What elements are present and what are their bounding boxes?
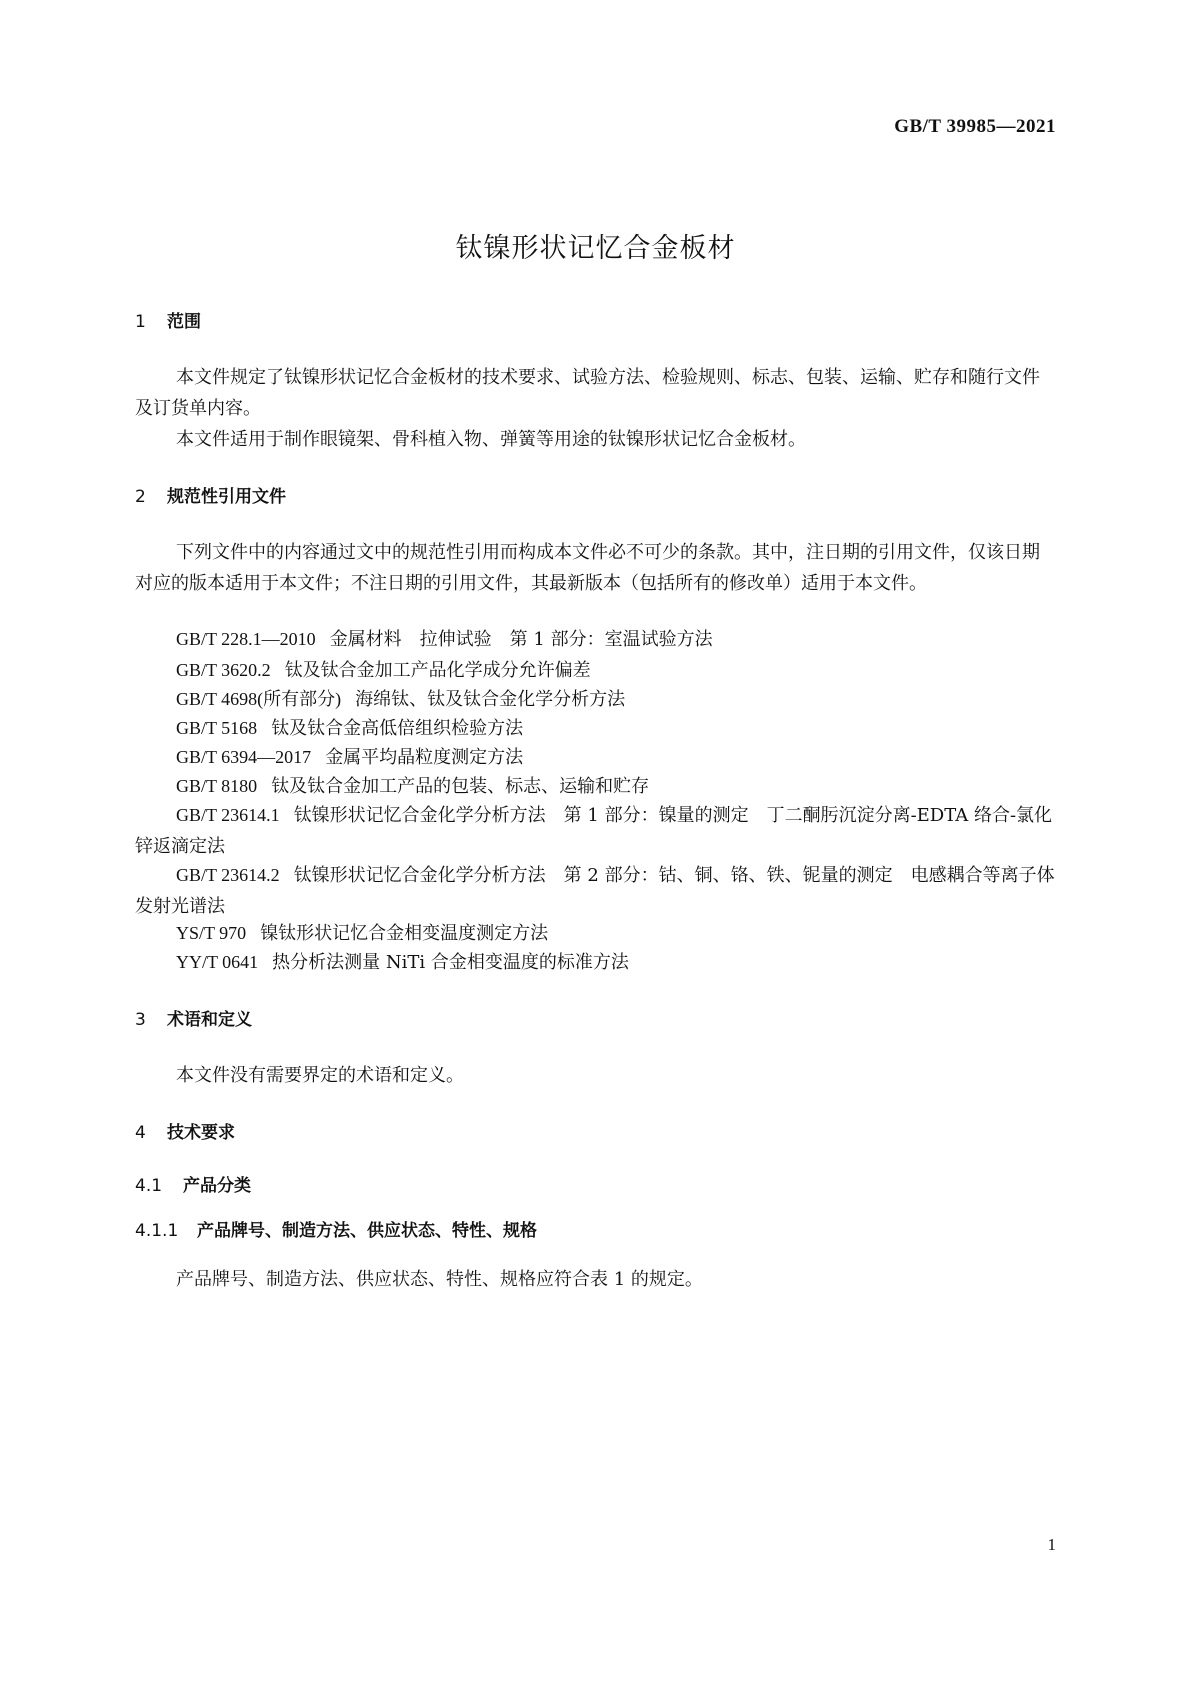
reference-item [135,771,1056,802]
section-title: 技术要求 [167,1123,235,1143]
reference-item [135,947,1056,978]
terms-paragraph: 本文件没有需要界定的术语和定义。 [176,1065,464,1086]
reference-item [135,624,1056,655]
reference-code: GB/T 8180 [176,776,258,796]
reference-title: 金属材料 拉伸试验 第 1 部分：室温试验方法 [329,629,713,650]
section-title: 术语和定义 [167,1010,252,1030]
reference-title: 热分析法测量 NiTi 合金相变温度的标准方法 [272,952,629,973]
page-number: 1 [1047,1535,1056,1554]
section-number: 4.1 [135,1176,163,1196]
section-4-heading [135,1122,235,1144]
reference-code: GB/T 4698(所有部分) [176,689,342,709]
section-title: 规范性引用文件 [167,487,286,507]
standard-code: GB/T 39985—2021 [894,116,1056,137]
reference-item [135,655,1056,686]
section-title: 范围 [167,312,201,332]
reference-code: YS/T 970 [176,923,247,943]
section-2-heading [135,486,286,508]
reference-title: 镍钛形状记忆合金相变温度测定方法 [260,923,549,944]
scope-paragraph-2: 本文件适用于制作眼镜架、骨科植入物、弹簧等用途的钛镍形状记忆合金板材。 [176,429,806,450]
section-1-heading [135,311,201,333]
reference-code: GB/T 228.1—2010 [176,629,316,649]
section-4-1-heading [135,1175,251,1197]
section-3-heading [135,1009,252,1031]
reference-item [135,918,1056,949]
section-number: 3 [135,1010,146,1030]
reference-title: 钛镍形状记忆合金化学分析方法 第 2 部分：钴、铜、铬、铁、铌量的测定 电感耦合等离子体发射光谱法 [135,865,1055,917]
section-number: 4.1.1 [135,1221,179,1241]
section-title: 产品牌号、制造方法、供应状态、特性、规格 [197,1221,537,1241]
reference-title: 钛镍形状记忆合金化学分析方法 第 1 部分：镍量的测定 丁二酮肟沉淀分离-EDTA 络合-氯化锌返滴定法 [135,805,1053,857]
section-number: 2 [135,487,146,507]
reference-title: 钛及钛合金高低倍组织检验方法 [271,718,524,739]
reference-code: GB/T 6394—2017 [176,747,312,767]
scope-paragraph-1: 本文件规定了钛镍形状记忆合金板材的技术要求、试验方法、检验规则、标志、包装、运输、贮存和随行文件及订货单内容。 [135,367,1040,419]
section-number: 4 [135,1123,146,1143]
reference-item [135,800,1056,862]
reference-item [135,713,1056,744]
reference-item [135,684,1056,715]
product-classification-paragraph: 产品牌号、制造方法、供应状态、特性、规格应符合表 1 的规定。 [176,1269,703,1290]
reference-title: 金属平均晶粒度测定方法 [325,747,524,768]
reference-code: GB/T 23614.1 [176,805,280,825]
section-4-1-1-heading [135,1220,537,1242]
reference-code: GB/T 23614.2 [176,865,280,885]
reference-title: 钛及钛合金加工产品化学成分允许偏差 [284,660,591,681]
reference-title: 海绵钛、钛及钛合金化学分析方法 [355,689,626,710]
document-title: 钛镍形状记忆合金板材 [455,233,736,264]
reference-title: 钛及钛合金加工产品的包装、标志、运输和贮存 [271,776,650,797]
section-title: 产品分类 [183,1176,251,1196]
reference-item [135,860,1056,922]
reference-code: YY/T 0641 [176,952,259,972]
normative-references-intro: 下列文件中的内容通过文中的规范性引用而构成本文件必不可少的条款。其中，注日期的引用文件，仅该日期对应的版本适用于本文件；不注日期的引用文件，其最新版本（包括所有的修改单）适用于本文件。 [135,542,1040,594]
reference-item [135,742,1056,773]
reference-code: GB/T 3620.2 [176,660,271,680]
reference-code: GB/T 5168 [176,718,258,738]
section-number: 1 [135,312,146,332]
